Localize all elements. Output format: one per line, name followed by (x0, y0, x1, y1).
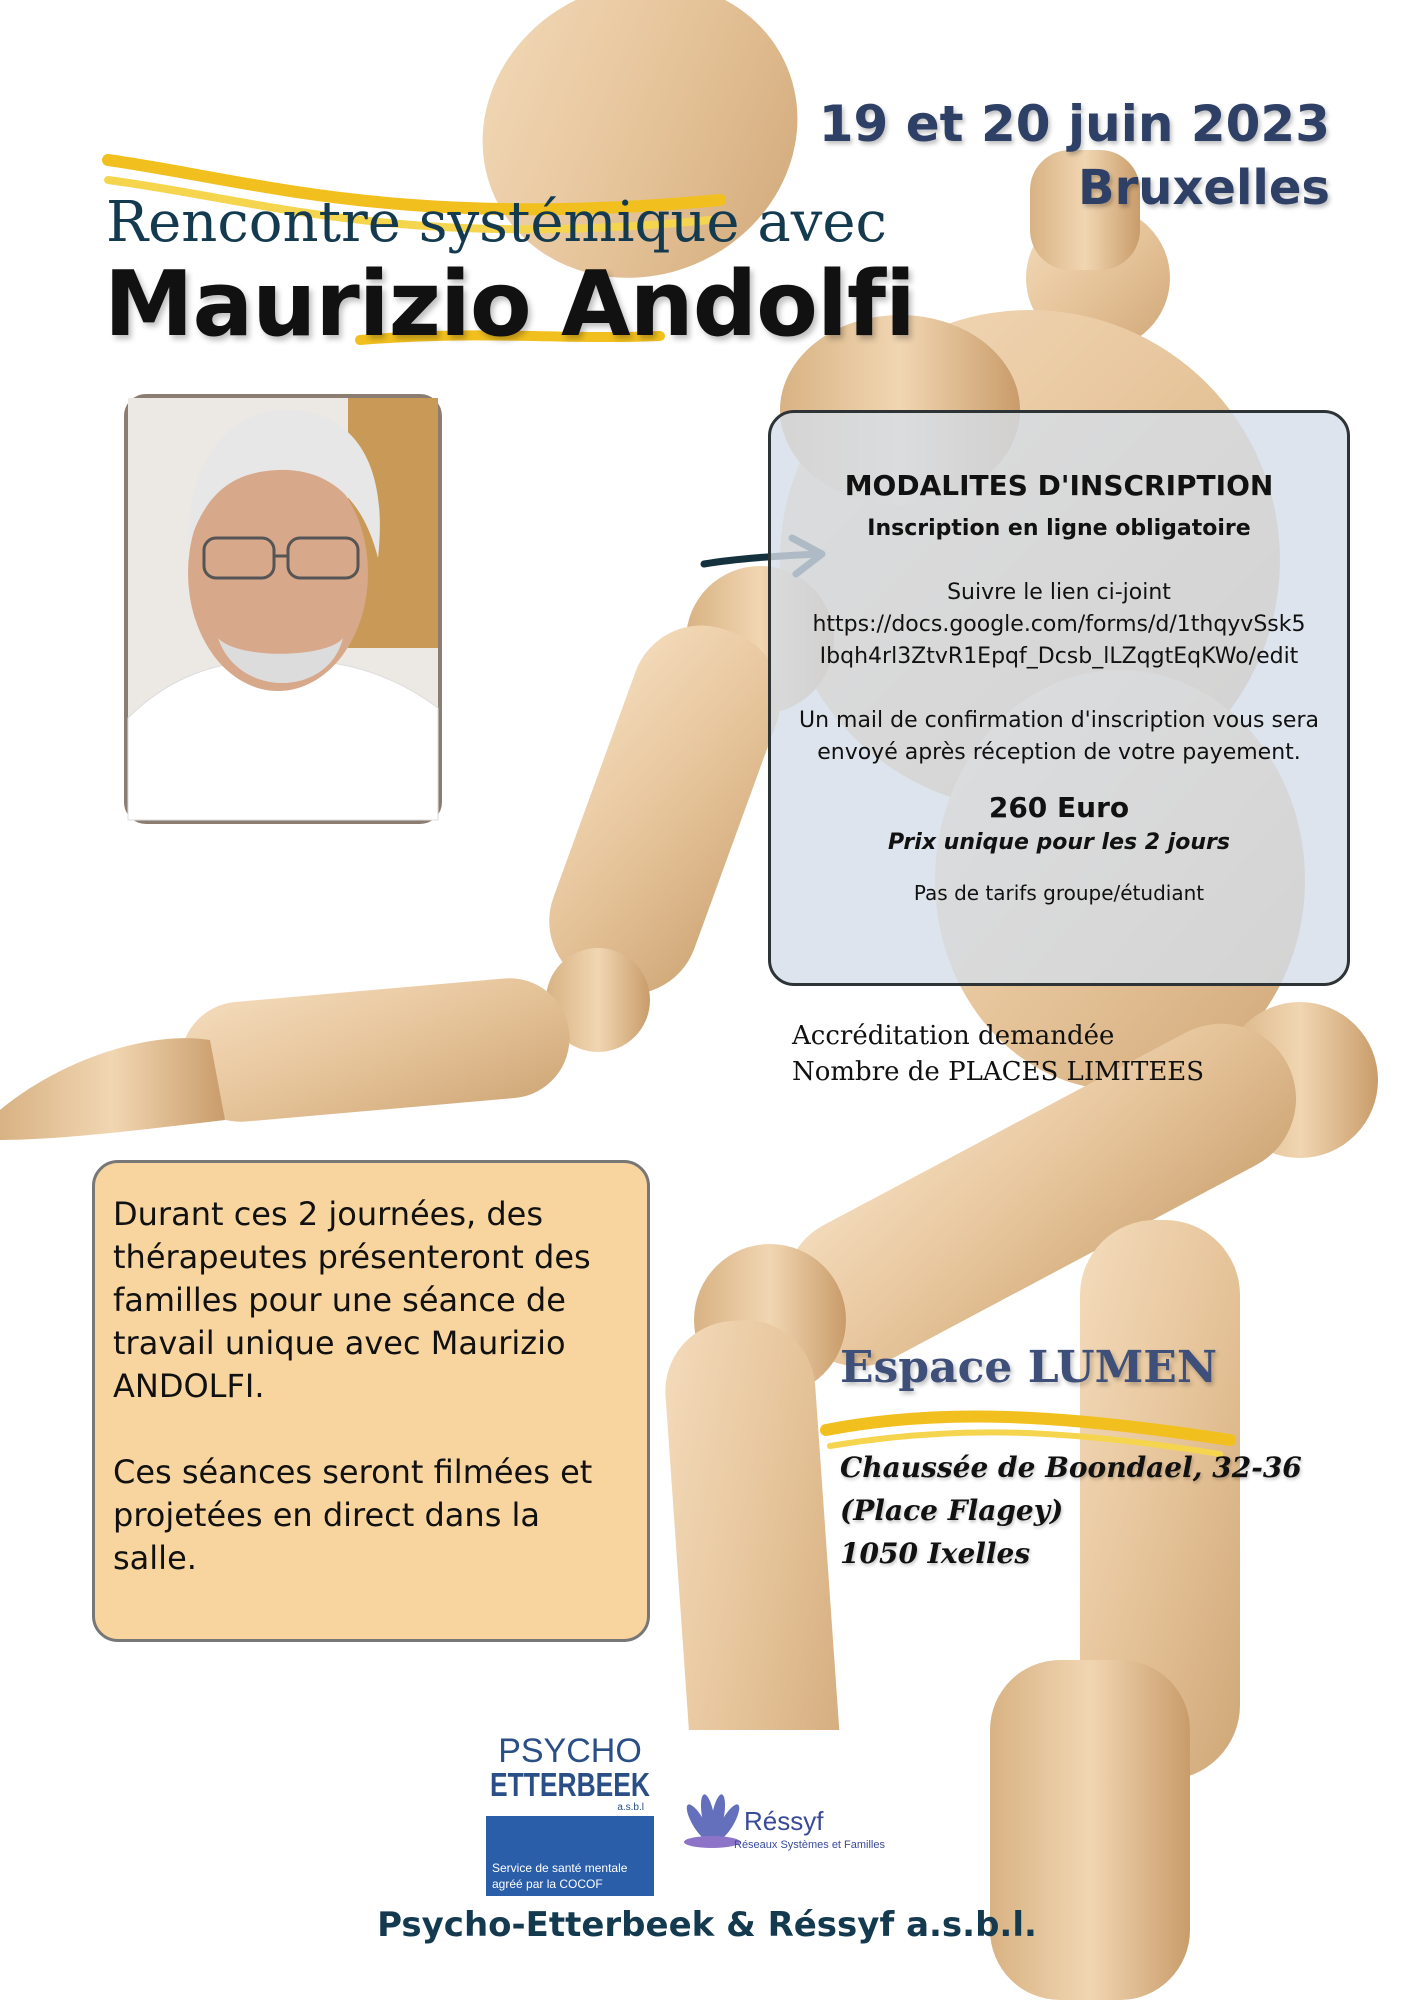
event-date-block (819, 92, 1330, 220)
portrait-image (128, 398, 438, 820)
registration-link-line1[interactable]: https://docs.google.com/forms/d/1thqyvSsk5 (812, 612, 1306, 637)
price: 260 Euro (988, 791, 1130, 824)
event-date: 19 et 20 juin 2023 (818, 95, 1330, 153)
accreditation-line: Accréditation demandée (792, 1021, 1115, 1051)
limited-places-line: Nombre de PLACES LIMITEES (792, 1057, 1205, 1087)
link-intro: Suivre le lien ci-joint (947, 580, 1171, 605)
svg-text:Réssyf: Réssyf (744, 1806, 824, 1836)
footer-organizers: Psycho-Etterbeek & Réssyf a.s.b.l. (377, 1905, 1037, 1945)
venue-name: Espace LUMEN (840, 1342, 1218, 1393)
event-city: Bruxelles (1078, 160, 1330, 216)
registration-subtitle: Inscription en ligne obligatoire (867, 516, 1251, 541)
address-street: Chaussée de Boondael, 32-36 (840, 1451, 1302, 1484)
description-box (92, 1160, 650, 1642)
svg-text:ETTERBEEK: ETTERBEEK (490, 1766, 651, 1803)
speaker-name: Maurizio Andolfi (104, 252, 915, 357)
venue-address (840, 1446, 1302, 1575)
svg-text:PSYCHO: PSYCHO (498, 1732, 642, 1770)
description-paragraph-1: Durant ces 2 journées, des thérapeutes présenteront des familles pour une séance de travail unique avec Maurizio ANDOLFI. (113, 1195, 591, 1405)
description-paragraph-2: Ces séances seront filmées et projetées en direct dans la salle. (113, 1453, 593, 1577)
speaker-portrait (124, 394, 442, 824)
pretitle: Rencontre systémique avec (106, 190, 887, 255)
registration-link-line2[interactable]: Ibqh4rl3ZtvR1Epqf_Dcsb_lLZqgtEqKWo/edit (819, 644, 1299, 669)
psycho-etterbeek-logo (486, 1730, 654, 1896)
ressyf-logo (654, 1730, 894, 1896)
address-place: (Place Flagey) (840, 1494, 1064, 1527)
address-city: 1050 Ixelles (840, 1537, 1031, 1570)
svg-text:a.s.b.l: a.s.b.l (617, 1802, 644, 1813)
confirmation-line1: Un mail de confirmation d'inscription vous sera (798, 708, 1319, 733)
accreditation-block (792, 1018, 1204, 1090)
price-note: Prix unique pour les 2 jours (887, 830, 1231, 855)
registration-box (768, 410, 1350, 986)
no-discount-note: Pas de tarifs groupe/étudiant (913, 881, 1205, 905)
svg-text:agréé par la COCOF: agréé par la COCOF (492, 1877, 603, 1891)
confirmation-line2: envoyé après réception de votre payement. (817, 740, 1301, 765)
svg-text:Réseaux Systèmes et Familles: Réseaux Systèmes et Familles (734, 1839, 885, 1851)
svg-text:Service de santé mentale: Service de santé mentale (492, 1861, 628, 1875)
registration-title: MODALITES D'INSCRIPTION (844, 469, 1274, 502)
